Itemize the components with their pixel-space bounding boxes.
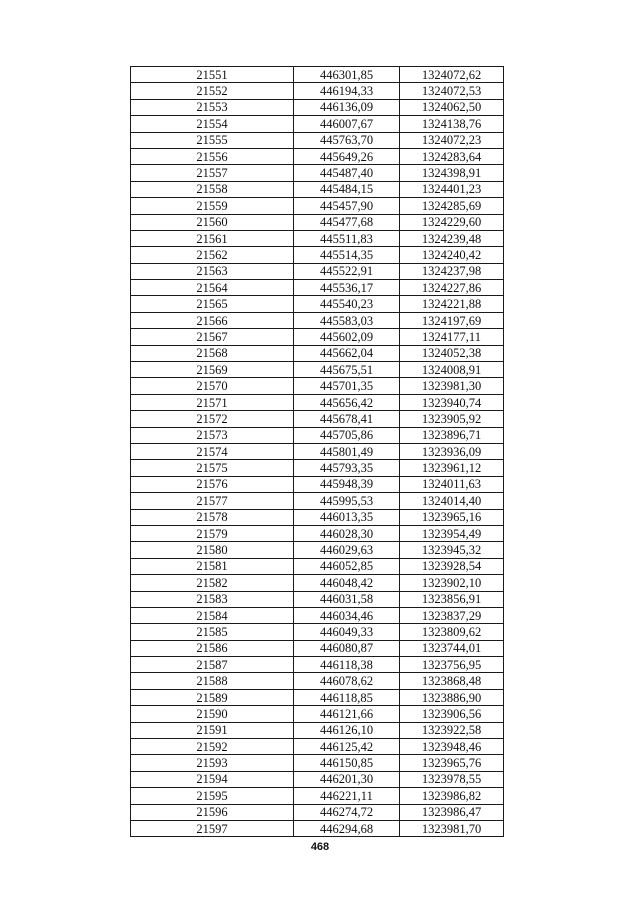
point-number-cell: 21578: [131, 509, 294, 525]
table-row: [131, 427, 504, 443]
table-row: [131, 230, 504, 246]
x-coordinate-cell: 445602,09: [294, 329, 400, 345]
coordinates-table: [130, 66, 504, 837]
point-number-cell: 21572: [131, 411, 294, 427]
y-coordinate-cell: 1324401,23: [400, 181, 504, 197]
table-row: [131, 362, 504, 378]
y-coordinate-cell: 1324062,50: [400, 99, 504, 115]
y-coordinate-cell: 1323986,82: [400, 788, 504, 804]
table-row: [131, 329, 504, 345]
table-row: [131, 345, 504, 361]
table-row: [131, 181, 504, 197]
point-number-cell: 21561: [131, 230, 294, 246]
x-coordinate-cell: 445948,39: [294, 476, 400, 492]
point-number-cell: 21559: [131, 198, 294, 214]
y-coordinate-cell: 1323945,32: [400, 542, 504, 558]
x-coordinate-cell: 445649,26: [294, 148, 400, 164]
table-row: [131, 165, 504, 181]
table-row: [131, 575, 504, 591]
x-coordinate-cell: 445583,03: [294, 312, 400, 328]
point-number-cell: 21575: [131, 460, 294, 476]
y-coordinate-cell: 1324221,88: [400, 296, 504, 312]
point-number-cell: 21596: [131, 804, 294, 820]
x-coordinate-cell: 445457,90: [294, 198, 400, 214]
point-number-cell: 21576: [131, 476, 294, 492]
x-coordinate-cell: 446221,11: [294, 788, 400, 804]
point-number-cell: 21571: [131, 394, 294, 410]
y-coordinate-cell: 1323756,95: [400, 657, 504, 673]
point-number-cell: 21565: [131, 296, 294, 312]
y-coordinate-cell: 1324197,69: [400, 312, 504, 328]
point-number-cell: 21579: [131, 525, 294, 541]
table-row: [131, 83, 504, 99]
x-coordinate-cell: 445701,35: [294, 378, 400, 394]
x-coordinate-cell: 445793,35: [294, 460, 400, 476]
point-number-cell: 21569: [131, 362, 294, 378]
table-row: [131, 673, 504, 689]
y-coordinate-cell: 1323965,16: [400, 509, 504, 525]
y-coordinate-cell: 1323809,62: [400, 624, 504, 640]
y-coordinate-cell: 1323961,12: [400, 460, 504, 476]
table-row: [131, 820, 504, 836]
table-row: [131, 739, 504, 755]
table-row: [131, 591, 504, 607]
table-row: [131, 296, 504, 312]
table-row: [131, 312, 504, 328]
y-coordinate-cell: 1323940,74: [400, 394, 504, 410]
y-coordinate-cell: 1324138,76: [400, 116, 504, 132]
table-row: [131, 280, 504, 296]
y-coordinate-cell: 1324177,11: [400, 329, 504, 345]
point-number-cell: 21558: [131, 181, 294, 197]
x-coordinate-cell: 446121,66: [294, 706, 400, 722]
x-coordinate-cell: 446078,62: [294, 673, 400, 689]
table-row: [131, 525, 504, 541]
x-coordinate-cell: 445705,86: [294, 427, 400, 443]
table-row: [131, 542, 504, 558]
table-row: [131, 722, 504, 738]
table-row: [131, 67, 504, 83]
y-coordinate-cell: 1323986,47: [400, 804, 504, 820]
x-coordinate-cell: 445484,15: [294, 181, 400, 197]
x-coordinate-cell: 445662,04: [294, 345, 400, 361]
x-coordinate-cell: 445514,35: [294, 247, 400, 263]
table-row: [131, 263, 504, 279]
table-row: [131, 509, 504, 525]
point-number-cell: 21590: [131, 706, 294, 722]
point-number-cell: 21562: [131, 247, 294, 263]
y-coordinate-cell: 1323837,29: [400, 607, 504, 623]
y-coordinate-cell: 1324011,63: [400, 476, 504, 492]
y-coordinate-cell: 1323868,48: [400, 673, 504, 689]
y-coordinate-cell: 1323905,92: [400, 411, 504, 427]
point-number-cell: 21592: [131, 739, 294, 755]
x-coordinate-cell: 446126,10: [294, 722, 400, 738]
y-coordinate-cell: 1324014,40: [400, 493, 504, 509]
x-coordinate-cell: 445995,53: [294, 493, 400, 509]
point-number-cell: 21551: [131, 67, 294, 83]
table-row: [131, 460, 504, 476]
x-coordinate-cell: 445656,42: [294, 394, 400, 410]
y-coordinate-cell: 1324237,98: [400, 263, 504, 279]
table-row: [131, 476, 504, 492]
table-row: [131, 99, 504, 115]
x-coordinate-cell: 445675,51: [294, 362, 400, 378]
x-coordinate-cell: 446052,85: [294, 558, 400, 574]
y-coordinate-cell: 1323928,54: [400, 558, 504, 574]
y-coordinate-cell: 1323744,01: [400, 640, 504, 656]
table-row: [131, 378, 504, 394]
y-coordinate-cell: 1323922,58: [400, 722, 504, 738]
y-coordinate-cell: 1324072,23: [400, 132, 504, 148]
y-coordinate-cell: 1324072,53: [400, 83, 504, 99]
table-row: [131, 247, 504, 263]
x-coordinate-cell: 446118,85: [294, 689, 400, 705]
x-coordinate-cell: 446028,30: [294, 525, 400, 541]
point-number-cell: 21583: [131, 591, 294, 607]
x-coordinate-cell: 445477,68: [294, 214, 400, 230]
page-number: 468: [310, 841, 330, 853]
point-number-cell: 21587: [131, 657, 294, 673]
table-row: [131, 198, 504, 214]
x-coordinate-cell: 445536,17: [294, 280, 400, 296]
point-number-cell: 21566: [131, 312, 294, 328]
y-coordinate-cell: 1323906,56: [400, 706, 504, 722]
point-number-cell: 21555: [131, 132, 294, 148]
x-coordinate-cell: 446049,33: [294, 624, 400, 640]
x-coordinate-cell: 446013,35: [294, 509, 400, 525]
table-row: [131, 624, 504, 640]
y-coordinate-cell: 1323978,55: [400, 771, 504, 787]
y-coordinate-cell: 1323981,70: [400, 820, 504, 836]
x-coordinate-cell: 446301,85: [294, 67, 400, 83]
point-number-cell: 21564: [131, 280, 294, 296]
table-row: [131, 657, 504, 673]
x-coordinate-cell: 445522,91: [294, 263, 400, 279]
x-coordinate-cell: 446274,72: [294, 804, 400, 820]
x-coordinate-cell: 446007,67: [294, 116, 400, 132]
y-coordinate-cell: 1323954,49: [400, 525, 504, 541]
y-coordinate-cell: 1323948,46: [400, 739, 504, 755]
table-row: [131, 443, 504, 459]
point-number-cell: 21580: [131, 542, 294, 558]
x-coordinate-cell: 446118,38: [294, 657, 400, 673]
point-number-cell: 21595: [131, 788, 294, 804]
y-coordinate-cell: 1324285,69: [400, 198, 504, 214]
point-number-cell: 21557: [131, 165, 294, 181]
y-coordinate-cell: 1324283,64: [400, 148, 504, 164]
x-coordinate-cell: 446194,33: [294, 83, 400, 99]
x-coordinate-cell: 445801,49: [294, 443, 400, 459]
y-coordinate-cell: 1324052,38: [400, 345, 504, 361]
point-number-cell: 21552: [131, 83, 294, 99]
x-coordinate-cell: 446294,68: [294, 820, 400, 836]
table-row: [131, 116, 504, 132]
y-coordinate-cell: 1324398,91: [400, 165, 504, 181]
table-row: [131, 394, 504, 410]
x-coordinate-cell: 446150,85: [294, 755, 400, 771]
y-coordinate-cell: 1324229,60: [400, 214, 504, 230]
table-row: [131, 493, 504, 509]
x-coordinate-cell: 445487,40: [294, 165, 400, 181]
point-number-cell: 21593: [131, 755, 294, 771]
y-coordinate-cell: 1323936,09: [400, 443, 504, 459]
table-row: [131, 755, 504, 771]
point-number-cell: 21574: [131, 443, 294, 459]
table-row: [131, 607, 504, 623]
y-coordinate-cell: 1324008,91: [400, 362, 504, 378]
point-number-cell: 21591: [131, 722, 294, 738]
x-coordinate-cell: 445678,41: [294, 411, 400, 427]
x-coordinate-cell: 446136,09: [294, 99, 400, 115]
coordinates-table-body: [131, 67, 504, 837]
x-coordinate-cell: 446031,58: [294, 591, 400, 607]
point-number-cell: 21584: [131, 607, 294, 623]
table-row: [131, 411, 504, 427]
y-coordinate-cell: 1324240,42: [400, 247, 504, 263]
table-row: [131, 640, 504, 656]
table-row: [131, 788, 504, 804]
point-number-cell: 21589: [131, 689, 294, 705]
x-coordinate-cell: 446034,46: [294, 607, 400, 623]
point-number-cell: 21585: [131, 624, 294, 640]
y-coordinate-cell: 1323896,71: [400, 427, 504, 443]
x-coordinate-cell: 445763,70: [294, 132, 400, 148]
table-row: [131, 558, 504, 574]
table-row: [131, 804, 504, 820]
point-number-cell: 21560: [131, 214, 294, 230]
point-number-cell: 21577: [131, 493, 294, 509]
x-coordinate-cell: 446201,30: [294, 771, 400, 787]
point-number-cell: 21556: [131, 148, 294, 164]
point-number-cell: 21553: [131, 99, 294, 115]
point-number-cell: 21563: [131, 263, 294, 279]
point-number-cell: 21597: [131, 820, 294, 836]
x-coordinate-cell: 445540,23: [294, 296, 400, 312]
y-coordinate-cell: 1324239,48: [400, 230, 504, 246]
point-number-cell: 21570: [131, 378, 294, 394]
point-number-cell: 21554: [131, 116, 294, 132]
y-coordinate-cell: 1323965,76: [400, 755, 504, 771]
table-row: [131, 689, 504, 705]
y-coordinate-cell: 1323902,10: [400, 575, 504, 591]
point-number-cell: 21567: [131, 329, 294, 345]
x-coordinate-cell: 446125,42: [294, 739, 400, 755]
x-coordinate-cell: 446080,87: [294, 640, 400, 656]
point-number-cell: 21582: [131, 575, 294, 591]
y-coordinate-cell: 1323886,90: [400, 689, 504, 705]
x-coordinate-cell: 446029,63: [294, 542, 400, 558]
point-number-cell: 21581: [131, 558, 294, 574]
table-row: [131, 771, 504, 787]
x-coordinate-cell: 445511,83: [294, 230, 400, 246]
table-row: [131, 706, 504, 722]
point-number-cell: 21586: [131, 640, 294, 656]
x-coordinate-cell: 446048,42: [294, 575, 400, 591]
point-number-cell: 21573: [131, 427, 294, 443]
point-number-cell: 21594: [131, 771, 294, 787]
point-number-cell: 21588: [131, 673, 294, 689]
y-coordinate-cell: 1324072,62: [400, 67, 504, 83]
y-coordinate-cell: 1323856,91: [400, 591, 504, 607]
point-number-cell: 21568: [131, 345, 294, 361]
y-coordinate-cell: 1324227,86: [400, 280, 504, 296]
table-row: [131, 132, 504, 148]
y-coordinate-cell: 1323981,30: [400, 378, 504, 394]
table-row: [131, 148, 504, 164]
table-row: [131, 214, 504, 230]
